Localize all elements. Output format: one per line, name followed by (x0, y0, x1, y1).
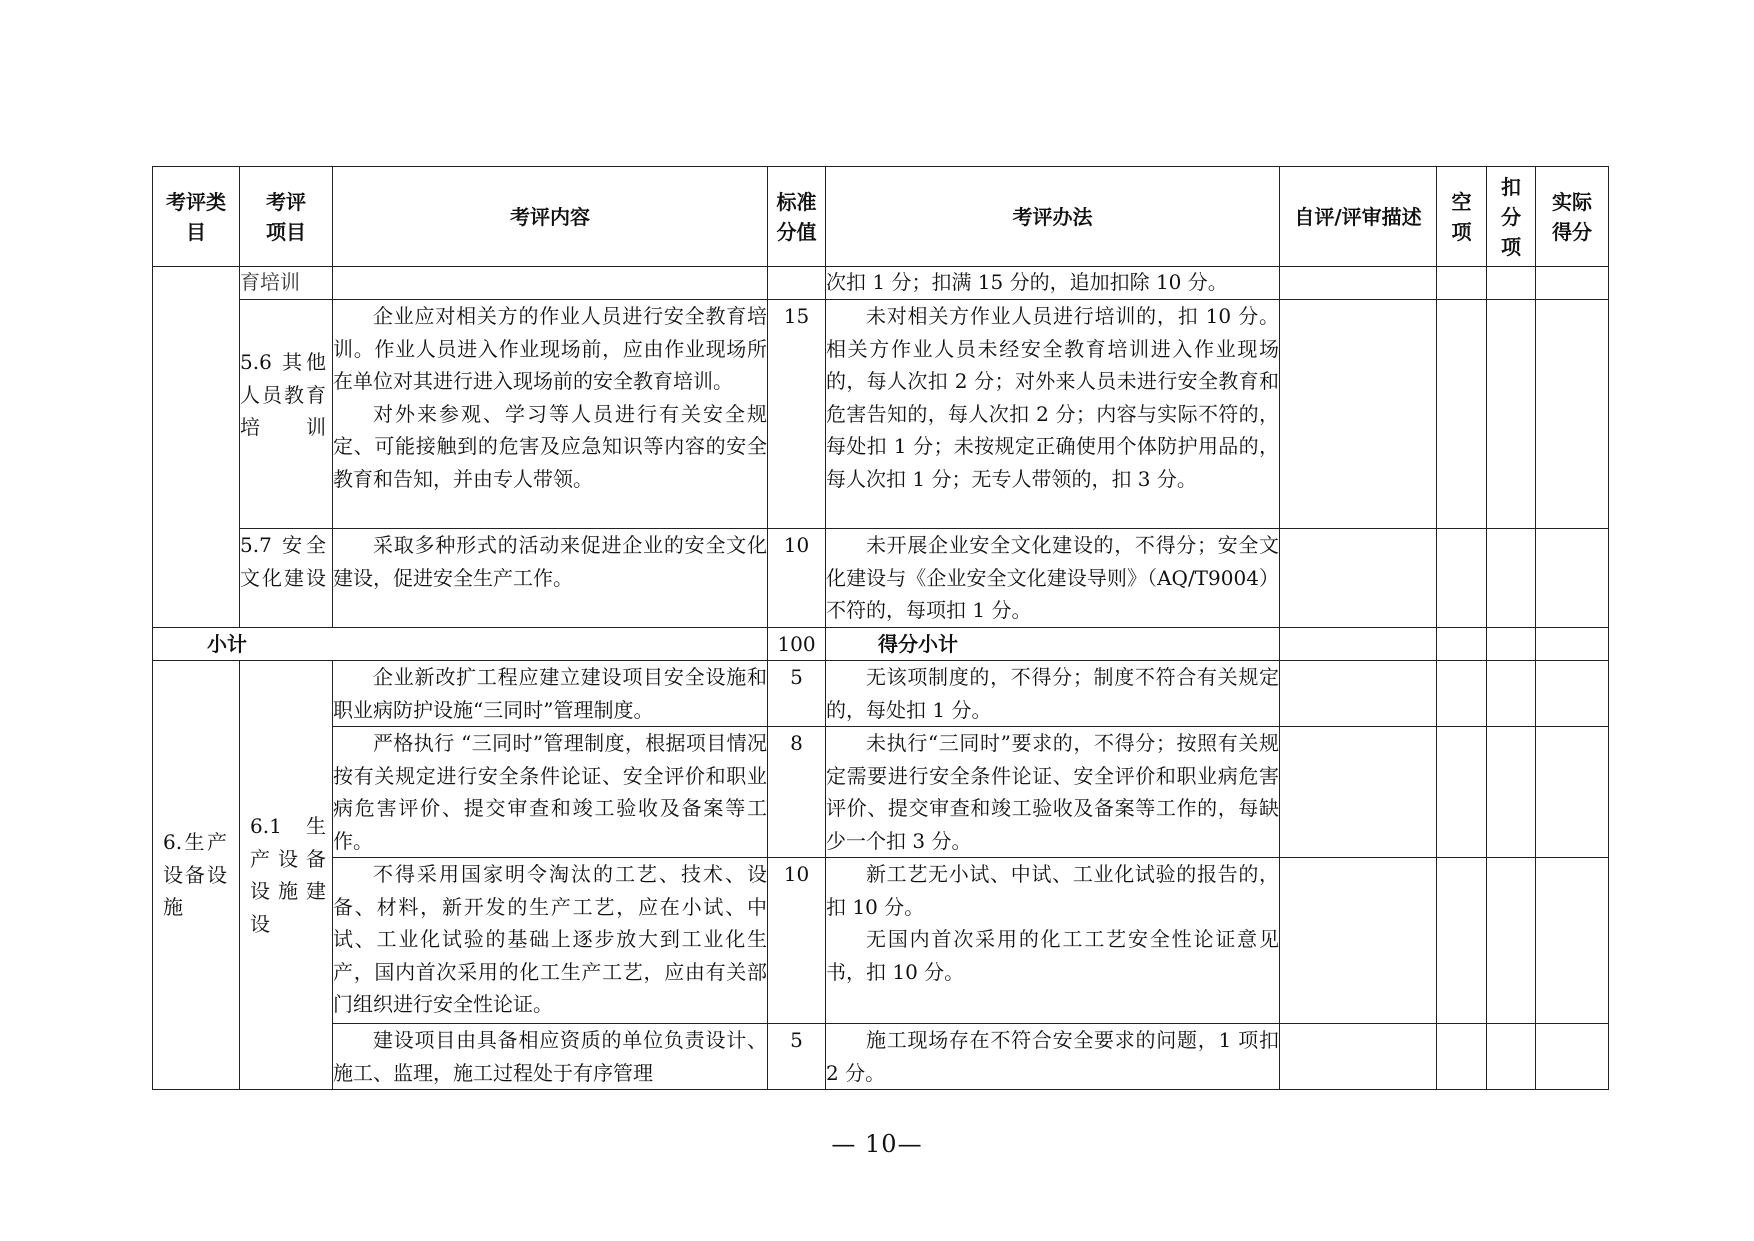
table-row (153, 1024, 1609, 1090)
score-cell: 5 (768, 1024, 826, 1090)
method-cell: 未执行“三同时”要求的，不得分；按照有关规定需要进行安全条件论证、安全评价和职业病危害评价、提交审查和竣工验收及备案等工作的，每缺少一个扣 3 分。 (826, 727, 1280, 858)
header-deduct: 扣分项 (1487, 167, 1536, 267)
score-cell: 5 (768, 661, 826, 727)
table-row (153, 300, 1609, 529)
category-cell: 6.生产设备设施 (153, 661, 240, 1090)
header-self-review: 自评/评审描述 (1280, 167, 1437, 267)
table-row (153, 661, 1609, 727)
subtotal-method: 得分小计 (826, 627, 1280, 661)
header-method: 考评办法 (826, 167, 1280, 267)
content-cell: 严格执行 “三同时”管理制度，根据项目情况按有关规定进行安全条件论证、安全评价和职业病危害评价、提交审查和竣工验收及备案等工作。 (333, 727, 768, 858)
item-cell: 5.6 其他人员教育培训 (240, 300, 333, 529)
score-cell: 15 (768, 300, 826, 529)
table-row (153, 267, 1609, 300)
content-cell: 建设项目由具备相应资质的单位负责设计、施工、监理，施工过程处于有序管理 (333, 1024, 768, 1090)
header-item: 考评项目 (240, 167, 333, 267)
method-cell: 未对相关方作业人员进行培训的，扣 10 分。相关方作业人员未经安全教育培训进入作业现场的，每人次扣 2 分；对外来人员未进行安全教育和危害告知的，每人次扣 2 分；内容与实际不符的，每处扣 1 分；未按规定正确使用个体防护用品的，每人次扣 1 分；无专人带领的，扣 3 分。 (826, 300, 1280, 529)
score-cell: 8 (768, 727, 826, 858)
content-cell: 企业应对相关方的作业人员进行安全教育培训。作业人员进入作业现场前，应由作业现场所在单位对其进行进入现场前的安全教育培训。 对外来参观、学习等人员进行有关安全规定、可能接触到的危害及应急知识等内容的安全教育和告知，并由专人带领。 (333, 300, 768, 529)
subtotal-score: 100 (768, 627, 826, 661)
subtotal-row (153, 627, 1609, 661)
evaluation-table (152, 166, 1609, 1090)
method-cell: 无该项制度的，不得分；制度不符合有关规定的，每处扣 1 分。 (826, 661, 1280, 727)
subtotal-label: 小计 (153, 627, 768, 661)
method-cell: 未开展企业安全文化建设的，不得分；安全文化建设与《企业安全文化建设导则》（AQ/T9004）不符的，每项扣 1 分。 (826, 529, 1280, 628)
method-cell: 次扣 1 分；扣满 15 分的，追加扣除 10 分。 (826, 267, 1280, 300)
table-row (153, 727, 1609, 858)
item-cell: 5.7 安全文化建设 (240, 529, 333, 628)
item-cell: 育培训 (240, 267, 333, 300)
header-row (153, 167, 1609, 267)
header-na: 空项 (1437, 167, 1487, 267)
category-cell-empty (153, 267, 240, 628)
content-cell: 不得采用国家明令淘汰的工艺、技术、设备、材料，新开发的生产工艺，应在小试、中试、工业化试验的基础上逐步放大到工业化生产，国内首次采用的化工生产工艺，应由有关部门组织进行安全性论证。 (333, 858, 768, 1024)
table-row (153, 529, 1609, 628)
method-cell: 新工艺无小试、中试、工业化试验的报告的，扣 10 分。 无国内首次采用的化工工艺安全性论证意见书，扣 10 分。 (826, 858, 1280, 1024)
header-score: 标准分值 (768, 167, 826, 267)
header-actual: 实际得分 (1536, 167, 1609, 267)
content-cell: 企业新改扩工程应建立建设项目安全设施和职业病防护设施“三同时”管理制度。 (333, 661, 768, 727)
content-cell: 采取多种形式的活动来促进企业的安全文化建设，促进安全生产工作。 (333, 529, 768, 628)
table-row (153, 858, 1609, 1024)
header-content: 考评内容 (333, 167, 768, 267)
method-cell: 施工现场存在不符合安全要求的问题，1 项扣 2 分。 (826, 1024, 1280, 1090)
item-cell: 6.1 生产设备设施建设 (240, 661, 333, 1090)
score-cell: 10 (768, 529, 826, 628)
score-cell: 10 (768, 858, 826, 1024)
page-number: — 10— (831, 1130, 923, 1158)
header-category: 考评类目 (153, 167, 240, 267)
